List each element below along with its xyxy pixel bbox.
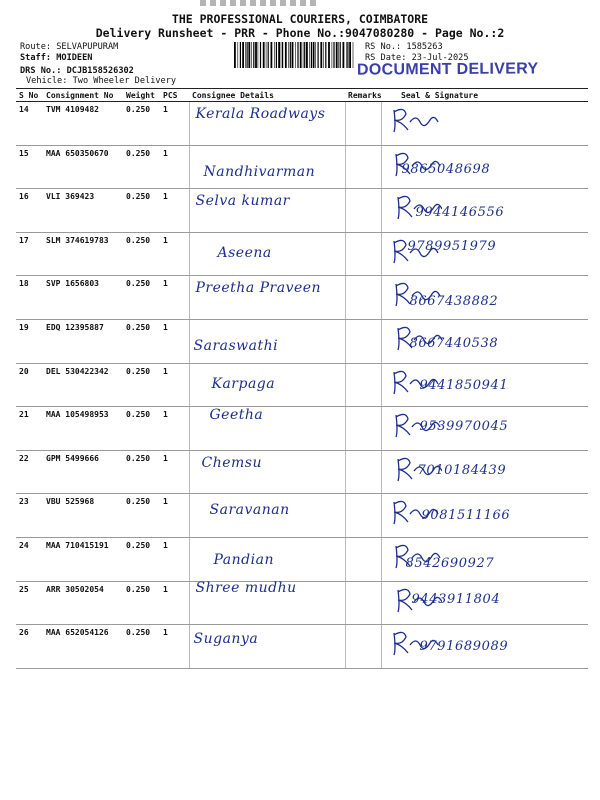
row-weight: 0.250: [123, 494, 160, 538]
staff-line: [20, 53, 92, 63]
row-seal-signature: [381, 581, 588, 625]
row-consignee-details: [189, 537, 345, 581]
table-row: [16, 363, 588, 407]
row-consignment-no: MAA 652054126: [43, 625, 123, 669]
row-seal-signature: [381, 232, 588, 276]
table-row: [16, 102, 588, 146]
row-sno: 15: [16, 145, 43, 189]
row-weight: 0.250: [123, 581, 160, 625]
row-seal-signature: [381, 450, 588, 494]
handwritten-phone-number: 9791689089: [419, 639, 509, 655]
row-consignment-no: ARR 30502054: [43, 581, 123, 625]
table-row: [16, 276, 588, 320]
rs-date-label: RS Date:: [365, 53, 407, 63]
handwritten-consignee-name: Shree mudhu: [195, 579, 297, 596]
row-sno: 19: [16, 319, 43, 363]
row-seal-signature: [381, 102, 588, 146]
row-seal-signature: [381, 494, 588, 538]
col-sno: S No: [16, 89, 43, 102]
handwritten-consignee-name: Suganya: [193, 631, 259, 648]
handwritten-phone-number: 9081511166: [421, 508, 511, 524]
handwritten-consignee-name: Karpaga: [211, 375, 276, 392]
row-weight: 0.250: [123, 232, 160, 276]
row-weight: 0.250: [123, 276, 160, 320]
row-consignee-details: [189, 145, 345, 189]
row-weight: 0.250: [123, 363, 160, 407]
row-consignee-details: [189, 581, 345, 625]
row-consignment-no: GPM 5499666: [43, 450, 123, 494]
table-row: [16, 189, 588, 233]
handwritten-consignee-name: Geetha: [209, 407, 264, 424]
row-sno: 23: [16, 494, 43, 538]
row-consignment-no: MAA 710415191: [43, 537, 123, 581]
row-sno: 26: [16, 625, 43, 669]
handwritten-phone-number: 8667438882: [409, 294, 499, 310]
row-sno: 22: [16, 450, 43, 494]
table-row: [16, 145, 588, 189]
row-consignment-no: TVM 4109482: [43, 102, 123, 146]
row-sno: 25: [16, 581, 43, 625]
row-pcs: 1: [160, 363, 189, 407]
drs-line: [20, 66, 134, 76]
row-seal-signature: [381, 319, 588, 363]
col-pcs: PCS: [160, 89, 189, 102]
row-sno: 20: [16, 363, 43, 407]
row-sno: 18: [16, 276, 43, 320]
row-pcs: 1: [160, 232, 189, 276]
table-row: [16, 232, 588, 276]
row-weight: 0.250: [123, 319, 160, 363]
runsheet-subtitle: Delivery Runsheet - PRR - Phone No.:9047080280 - Page No.:2: [95, 26, 505, 40]
row-pcs: 1: [160, 494, 189, 538]
row-pcs: 1: [160, 276, 189, 320]
table-row: [16, 494, 588, 538]
row-remarks: [345, 407, 381, 451]
handwritten-consignee-name: Chemsu: [201, 454, 262, 471]
row-consignment-no: SLM 374619783: [43, 232, 123, 276]
company-title: THE PROFESSIONAL COURIERS, COIMBATORE: [171, 12, 429, 26]
row-consignee-details: [189, 189, 345, 233]
handwritten-phone-number: 9441850941: [419, 377, 509, 393]
row-pcs: 1: [160, 189, 189, 233]
row-pcs: 1: [160, 581, 189, 625]
staff-label: Staff:: [20, 53, 52, 63]
handwritten-consignee-name: Preetha Praveen: [195, 280, 322, 297]
row-sno: 21: [16, 407, 43, 451]
table-row: [16, 537, 588, 581]
row-weight: 0.250: [123, 537, 160, 581]
row-pcs: 1: [160, 145, 189, 189]
row-seal-signature: [381, 537, 588, 581]
row-consignee-details: [189, 407, 345, 451]
row-consignment-no: SVP 1656803: [43, 276, 123, 320]
drs-barcode: [233, 42, 355, 68]
handwritten-phone-number: 8667440538: [409, 335, 499, 351]
row-weight: 0.250: [123, 102, 160, 146]
row-remarks: [345, 145, 381, 189]
drs-value: DCJB158526302: [66, 66, 134, 76]
row-remarks: [345, 581, 381, 625]
table-row: [16, 407, 588, 451]
handwritten-consignee-name: Pandian: [213, 551, 274, 568]
handwritten-consignee-name: Saraswathi: [193, 337, 279, 354]
row-consignment-no: VLI 369423: [43, 189, 123, 233]
document-delivery-stamp: DOCUMENT DELIVERY: [356, 60, 539, 79]
handwritten-phone-number: 9865048698: [401, 161, 491, 177]
handwritten-phone-number: 8542690927: [405, 555, 495, 571]
table-row: [16, 319, 588, 363]
row-remarks: [345, 276, 381, 320]
row-consignment-no: MAA 650350670: [43, 145, 123, 189]
row-pcs: 1: [160, 319, 189, 363]
row-weight: 0.250: [123, 145, 160, 189]
delivery-table: [16, 88, 588, 669]
handwritten-consignee-name: Selva kumar: [195, 193, 290, 210]
row-seal-signature: [381, 189, 588, 233]
table-header-row: [16, 89, 588, 102]
col-seal-signature: Seal & Signature: [381, 89, 588, 102]
row-seal-signature: [381, 145, 588, 189]
row-pcs: 1: [160, 102, 189, 146]
vehicle-label: Vehicle:: [26, 76, 68, 86]
row-seal-signature: [381, 407, 588, 451]
row-remarks: [345, 494, 381, 538]
handwritten-phone-number: 9944146556: [415, 205, 505, 221]
row-remarks: [345, 450, 381, 494]
row-seal-signature: [381, 363, 588, 407]
row-sno: 16: [16, 189, 43, 233]
handwritten-signature: [382, 102, 442, 140]
row-consignment-no: DEL 530422342: [43, 363, 123, 407]
handwritten-phone-number: 9789951979: [407, 238, 497, 254]
row-consignment-no: VBU 525968: [43, 494, 123, 538]
row-sno: 17: [16, 232, 43, 276]
row-sno: 14: [16, 102, 43, 146]
row-weight: 0.250: [123, 189, 160, 233]
drs-label: DRS No.:: [20, 66, 62, 76]
table-row: [16, 450, 588, 494]
row-consignee-details: [189, 232, 345, 276]
row-consignee-details: [189, 625, 345, 669]
handwritten-phone-number: 9539970045: [419, 419, 509, 435]
route-value: SELVAPUPURAM: [56, 42, 119, 52]
row-seal-signature: [381, 625, 588, 669]
row-consignment-no: MAA 105498953: [43, 407, 123, 451]
handwritten-consignee-name: Kerala Roadways: [195, 106, 326, 122]
route-line: [20, 42, 118, 52]
row-seal-signature: [381, 276, 588, 320]
rs-no-label: RS No.:: [365, 42, 402, 52]
vehicle-value: Two Wheeler Delivery: [72, 76, 177, 86]
handwritten-consignee-name: Saravanan: [209, 502, 290, 519]
row-remarks: [345, 625, 381, 669]
row-remarks: [345, 102, 381, 146]
row-consignee-details: [189, 363, 345, 407]
rs-date-value: 23-Jul-2025: [411, 53, 469, 63]
rs-no-line: [365, 42, 443, 52]
row-consignment-no: EDQ 12395887: [43, 319, 123, 363]
col-consignee: Consignee Details: [189, 89, 345, 102]
row-pcs: 1: [160, 625, 189, 669]
staff-value: MOIDEEN: [56, 53, 93, 63]
route-label: Route:: [20, 42, 52, 52]
col-weight: Weight: [123, 89, 160, 102]
row-weight: 0.250: [123, 625, 160, 669]
handwritten-phone-number: 7010184439: [417, 462, 507, 478]
row-remarks: [345, 363, 381, 407]
row-consignee-details: [189, 494, 345, 538]
vehicle-line: [26, 76, 176, 86]
handwritten-phone-number: 9443911804: [411, 591, 501, 607]
row-consignee-details: [189, 276, 345, 320]
row-pcs: 1: [160, 537, 189, 581]
table-row: [16, 581, 588, 625]
row-pcs: 1: [160, 450, 189, 494]
row-sno: 24: [16, 537, 43, 581]
handwritten-consignee-name: Aseena: [217, 244, 272, 261]
row-remarks: [345, 232, 381, 276]
table-row: [16, 625, 588, 669]
row-remarks: [345, 537, 381, 581]
handwritten-consignee-name: Nandhivarman: [203, 163, 316, 180]
row-weight: 0.250: [123, 450, 160, 494]
row-consignee-details: [189, 319, 345, 363]
col-consignment: Consignment No: [43, 89, 123, 102]
row-consignee-details: [189, 450, 345, 494]
row-pcs: 1: [160, 407, 189, 451]
row-weight: 0.250: [123, 407, 160, 451]
rs-no-value: 1585263: [406, 42, 443, 52]
row-consignee-details: [189, 102, 345, 146]
row-remarks: [345, 189, 381, 233]
top-edge-marks: [200, 0, 320, 6]
col-remarks: Remarks: [345, 89, 381, 102]
row-remarks: [345, 319, 381, 363]
